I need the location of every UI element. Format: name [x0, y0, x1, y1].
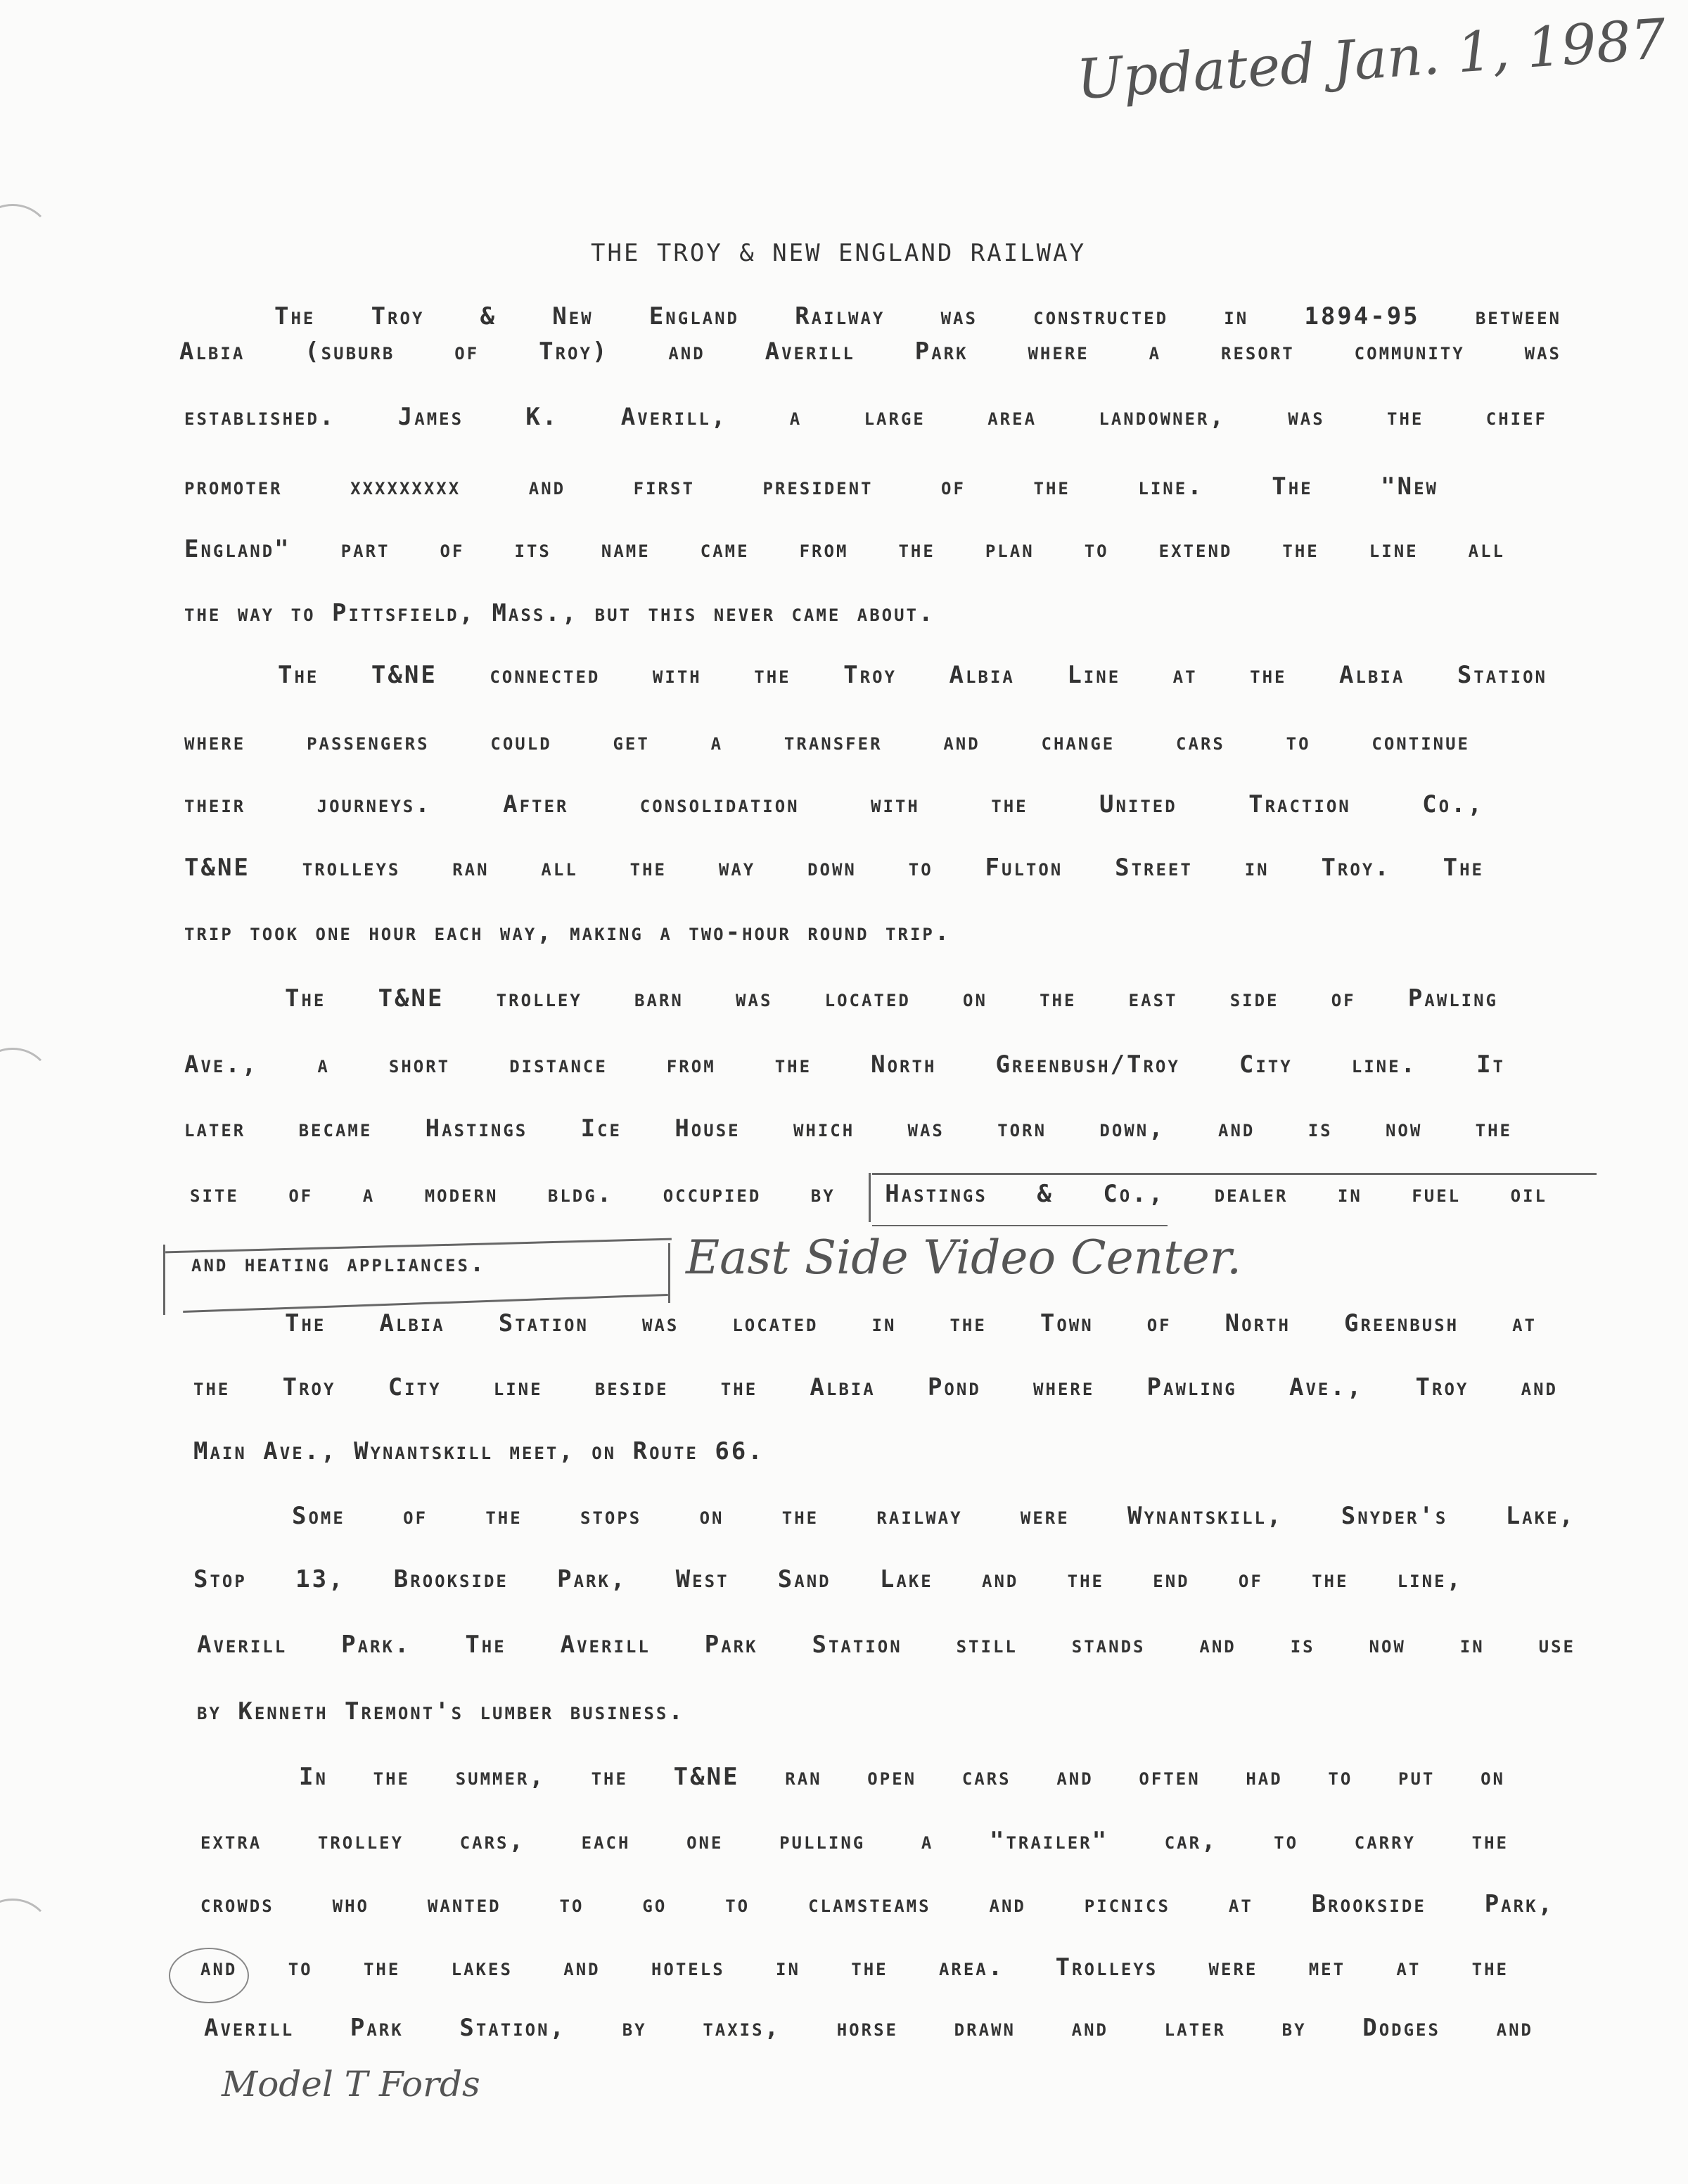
handwritten-update-date: Updated Jan. 1, 1987 [1074, 7, 1668, 113]
body-line: and to the lakes and hotels in the area. Trolleys were met at the [200, 1953, 1509, 1981]
body-line: In the summer, the T&NE ran open cars and often had to put on [299, 1763, 1505, 1791]
body-line: Ave., a short distance from the North Greenbush/Troy City line. It [184, 1051, 1505, 1079]
body-line: promoter xxxxxxxxx and first president of the line. The "New [184, 473, 1438, 501]
document-title: THE TROY & NEW ENGLAND RAILWAY [591, 239, 1087, 267]
body-line: Stop 13, Brookside Park, West Sand Lake and the end of the line, [193, 1565, 1463, 1593]
body-line: where passengers could get a transfer and change cars to continue [184, 728, 1470, 756]
body-line: the way to Pittsfield, Mass., but this never came about. [184, 599, 935, 627]
edit-box-line [668, 1243, 670, 1303]
body-line: Averill Park. The Averill Park Station still stands and is now in use [197, 1631, 1575, 1659]
body-line: their journeys. After consolidation with the United Traction Co., [184, 790, 1484, 818]
body-line: The T&NE trolley barn was located on the east side of Pawling [285, 984, 1498, 1013]
body-line: Main Ave., Wynantskill meet, on Route 66. [193, 1437, 765, 1465]
body-line: Averill Park Station, by taxis, horse drawn and later by Dodges and [204, 2014, 1533, 2042]
body-line: England" part of its name came from the plan to extend the line all [184, 535, 1505, 563]
edit-box-line [872, 1225, 1168, 1226]
body-line: established. James K. Averill, a large area landowner, was the chief [184, 403, 1547, 431]
body-line: trip took one hour each way, making a two-hour round trip. [184, 918, 952, 946]
handwritten-video-center: East Side Video Center. [686, 1231, 1242, 1285]
body-line: The Albia Station was located in the Town of North Greenbush at [285, 1309, 1537, 1337]
body-line: The Troy & New England Railway was constructed in 1894-95 between [274, 302, 1561, 330]
body-line: site of a modern bldg. occupied by Hastings & Co., dealer in fuel oil [190, 1180, 1547, 1208]
body-line: and heating appliances. [191, 1250, 487, 1278]
edit-box-line [163, 1245, 165, 1315]
body-line: the Troy City line beside the Albia Pond where Pawling Ave., Troy and [193, 1373, 1558, 1401]
punch-hole [0, 1899, 53, 1980]
body-line: crowds who wanted to go to clamsteams and picnics at Brookside Park, [200, 1890, 1554, 1918]
body-line: by Kenneth Tremont's lumber business. [197, 1697, 685, 1726]
body-line: later became Hastings Ice House which was torn down, and is now the [184, 1115, 1512, 1143]
edit-box-line [869, 1173, 871, 1222]
punch-hole [0, 1048, 53, 1129]
handwritten-model-t: Model T Fords [222, 2064, 480, 2105]
body-line: Some of the stops on the railway were Wynantskill, Snyder's Lake, [292, 1502, 1575, 1530]
body-line: extra trolley cars, each one pulling a "trailer" car, to carry the [200, 1827, 1509, 1855]
body-line: Albia (suburb of Troy) and Averill Park where a resort community was [179, 338, 1561, 366]
body-line: T&NE trolleys ran all the way down to Fulton Street in Troy. The [184, 854, 1484, 882]
edit-circle [169, 1948, 249, 2003]
punch-hole [0, 204, 53, 285]
edit-box-line [872, 1173, 1597, 1175]
body-line: The T&NE connected with the Troy Albia Line at the Albia Station [278, 661, 1547, 689]
